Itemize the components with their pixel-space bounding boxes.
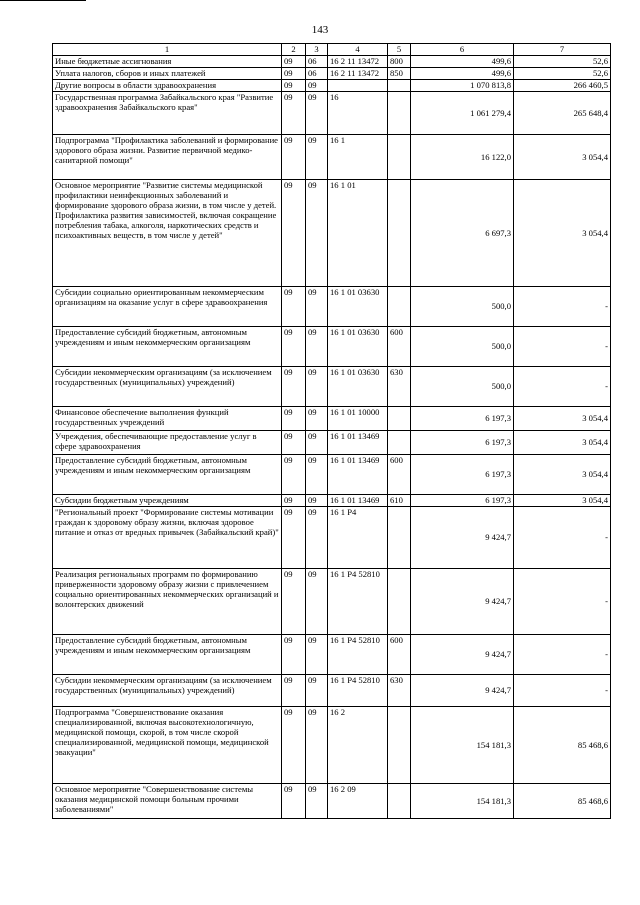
- table-row: [53, 507, 611, 569]
- table-row: [53, 92, 611, 135]
- row-subsection-code: 09: [306, 80, 328, 92]
- top-rule: [0, 0, 86, 1]
- row-subsection-code: 06: [306, 68, 328, 80]
- row-expense-type: [388, 287, 411, 327]
- row-section-code: 09: [282, 495, 306, 507]
- row-amount-1: 1 061 279,4: [411, 92, 514, 135]
- row-amount-2: 3 054,4: [514, 431, 611, 455]
- row-subsection-code: 09: [306, 287, 328, 327]
- row-amount-1: 499,6: [411, 68, 514, 80]
- row-name: Основное мероприятие "Развитие системы медицинской профилактики неинфекционных заболеваний и формирование здорового образа жизни, в том числе у детей. Профилактика развития зависимостей, включая сокращение потребления табака, алкоголя, наркотических средств и психоактивных веществ, в том числе у детей": [53, 180, 282, 287]
- row-subsection-code: 09: [306, 784, 328, 819]
- table-row: [53, 784, 611, 819]
- row-target-article: 16 2: [328, 707, 388, 784]
- row-amount-2: 85 468,6: [514, 707, 611, 784]
- row-section-code: 09: [282, 407, 306, 431]
- row-amount-1: 1 070 813,8: [411, 80, 514, 92]
- row-target-article: 16 1 P4: [328, 507, 388, 569]
- row-expense-type: [388, 92, 411, 135]
- header-cell: 5: [388, 44, 411, 56]
- row-target-article: 16 1 01 13469: [328, 495, 388, 507]
- row-subsection-code: 09: [306, 707, 328, 784]
- row-target-article: 16 1 01 10000: [328, 407, 388, 431]
- table-row: [53, 707, 611, 784]
- row-target-article: 16 1 P4 52810: [328, 635, 388, 675]
- table-row: [53, 180, 611, 287]
- row-section-code: 09: [282, 707, 306, 784]
- row-amount-2: -: [514, 367, 611, 407]
- row-section-code: 09: [282, 675, 306, 707]
- row-subsection-code: 06: [306, 56, 328, 68]
- header-cell: 2: [282, 44, 306, 56]
- row-expense-type: [388, 180, 411, 287]
- row-target-article: 16 1: [328, 135, 388, 180]
- table-row: [53, 635, 611, 675]
- table-row: [53, 367, 611, 407]
- row-target-article: [328, 80, 388, 92]
- row-amount-2: 52,6: [514, 56, 611, 68]
- table-row: [53, 56, 611, 68]
- row-expense-type: 630: [388, 675, 411, 707]
- table-row: [53, 675, 611, 707]
- row-subsection-code: 09: [306, 455, 328, 495]
- row-subsection-code: 09: [306, 635, 328, 675]
- row-amount-1: 9 424,7: [411, 635, 514, 675]
- row-expense-type: [388, 569, 411, 635]
- row-section-code: 09: [282, 56, 306, 68]
- row-expense-type: 800: [388, 56, 411, 68]
- row-expense-type: [388, 80, 411, 92]
- row-section-code: 09: [282, 569, 306, 635]
- row-section-code: 09: [282, 68, 306, 80]
- row-name: Финансовое обеспечение выполнения функций государственных учреждений: [53, 407, 282, 431]
- row-expense-type: 600: [388, 327, 411, 367]
- row-expense-type: [388, 431, 411, 455]
- row-target-article: 16 2 09: [328, 784, 388, 819]
- row-amount-2: 3 054,4: [514, 180, 611, 287]
- row-name: Государственная программа Забайкальского края "Развитие здравоохранения Забайкальского края": [53, 92, 282, 135]
- table-row: [53, 327, 611, 367]
- row-section-code: 09: [282, 327, 306, 367]
- header-cell: 7: [514, 44, 611, 56]
- table-row: [53, 569, 611, 635]
- row-subsection-code: 09: [306, 92, 328, 135]
- row-name: Предоставление субсидий бюджетным, автономным учреждениям и иным некоммерческим организациям: [53, 455, 282, 495]
- row-subsection-code: 09: [306, 507, 328, 569]
- row-section-code: 09: [282, 135, 306, 180]
- row-amount-1: 16 122,0: [411, 135, 514, 180]
- row-amount-2: -: [514, 675, 611, 707]
- row-amount-2: -: [514, 327, 611, 367]
- row-name: Основное мероприятие "Совершенствование системы оказания медицинской помощи больным прочими заболеваниями": [53, 784, 282, 819]
- row-subsection-code: 09: [306, 675, 328, 707]
- row-amount-2: 265 648,4: [514, 92, 611, 135]
- header-cell: 1: [53, 44, 282, 56]
- row-target-article: 16 1 01 03630: [328, 367, 388, 407]
- row-section-code: 09: [282, 507, 306, 569]
- row-name: Субсидии некоммерческим организациям (за исключением государственных (муниципальных) учреждений): [53, 675, 282, 707]
- row-section-code: 09: [282, 80, 306, 92]
- row-amount-2: -: [514, 507, 611, 569]
- row-name: Другие вопросы в области здравоохранения: [53, 80, 282, 92]
- row-subsection-code: 09: [306, 495, 328, 507]
- row-amount-2: -: [514, 569, 611, 635]
- row-target-article: 16 1 P4 52810: [328, 675, 388, 707]
- row-expense-type: [388, 135, 411, 180]
- row-amount-1: 6 197,3: [411, 431, 514, 455]
- row-name: Учреждения, обеспечивающие предоставление услуг в сфере здравоохранения: [53, 431, 282, 455]
- row-expense-type: 600: [388, 635, 411, 675]
- row-target-article: 16 1 01 03630: [328, 287, 388, 327]
- row-amount-1: 9 424,7: [411, 569, 514, 635]
- row-amount-2: 3 054,4: [514, 495, 611, 507]
- row-subsection-code: 09: [306, 327, 328, 367]
- row-amount-2: 85 468,6: [514, 784, 611, 819]
- row-name: Субсидии социально ориентированным некоммерческим организациям на оказание услуг в сфере здравоохранения: [53, 287, 282, 327]
- header-row: [53, 44, 611, 56]
- row-target-article: 16 1 01 13469: [328, 455, 388, 495]
- row-amount-1: 154 181,3: [411, 784, 514, 819]
- row-name: Подпрограмма "Совершенствование оказания специализированной, включая высокотехнологичную, медицинской помощи, скорой, в том числе скорой специализированной, медицинской помощи, медицинской эвакуации": [53, 707, 282, 784]
- row-section-code: 09: [282, 180, 306, 287]
- row-section-code: 09: [282, 635, 306, 675]
- row-expense-type: 850: [388, 68, 411, 80]
- table-row: [53, 407, 611, 431]
- page-number: 143: [311, 24, 329, 36]
- row-section-code: 09: [282, 431, 306, 455]
- row-amount-2: 266 460,5: [514, 80, 611, 92]
- row-amount-1: 500,0: [411, 287, 514, 327]
- row-name: Подпрограмма "Профилактика заболеваний и формирование здорового образа жизни. Развитие первичной медико-санитарной помощи": [53, 135, 282, 180]
- row-name: "Региональный проект "Формирование системы мотивации граждан к здоровому образу жизни, включая здоровое питание и отказ от вредных привычек (Забайкальский край)": [53, 507, 282, 569]
- row-name: Иные бюджетные ассигнования: [53, 56, 282, 68]
- row-expense-type: [388, 407, 411, 431]
- row-target-article: 16 1 01 03630: [328, 327, 388, 367]
- row-section-code: 09: [282, 367, 306, 407]
- row-amount-2: 3 054,4: [514, 407, 611, 431]
- row-target-article: 16 1 01: [328, 180, 388, 287]
- row-amount-2: -: [514, 635, 611, 675]
- row-expense-type: [388, 707, 411, 784]
- row-section-code: 09: [282, 455, 306, 495]
- row-target-article: 16 1 01 13469: [328, 431, 388, 455]
- row-section-code: 09: [282, 92, 306, 135]
- table-row: [53, 135, 611, 180]
- row-amount-1: 500,0: [411, 367, 514, 407]
- header-cell: 4: [328, 44, 388, 56]
- row-amount-1: 9 424,7: [411, 507, 514, 569]
- row-expense-type: 600: [388, 455, 411, 495]
- row-subsection-code: 09: [306, 367, 328, 407]
- row-section-code: 09: [282, 287, 306, 327]
- table-row: [53, 68, 611, 80]
- row-target-article: 16: [328, 92, 388, 135]
- row-subsection-code: 09: [306, 407, 328, 431]
- row-target-article: 16 1 P4 52810: [328, 569, 388, 635]
- row-amount-2: 3 054,4: [514, 135, 611, 180]
- row-expense-type: [388, 784, 411, 819]
- row-amount-1: 6 197,3: [411, 407, 514, 431]
- row-name: Субсидии некоммерческим организациям (за исключением государственных (муниципальных) учреждений): [53, 367, 282, 407]
- row-target-article: 16 2 11 13472: [328, 68, 388, 80]
- table-row: [53, 80, 611, 92]
- row-section-code: 09: [282, 784, 306, 819]
- row-subsection-code: 09: [306, 180, 328, 287]
- row-name: Уплата налогов, сборов и иных платежей: [53, 68, 282, 80]
- row-name: Предоставление субсидий бюджетным, автономным учреждениям и иным некоммерческим организациям: [53, 635, 282, 675]
- row-amount-1: 499,6: [411, 56, 514, 68]
- row-name: Субсидии бюджетным учреждениям: [53, 495, 282, 507]
- header-cell: 3: [306, 44, 328, 56]
- row-amount-2: -: [514, 287, 611, 327]
- row-name: Реализация региональных программ по формированию приверженности здоровому образу жизни с привлечением социально ориентированных некоммерческих организаций и волонтерских движений: [53, 569, 282, 635]
- table-row: [53, 455, 611, 495]
- row-expense-type: 610: [388, 495, 411, 507]
- row-amount-2: 3 054,4: [514, 455, 611, 495]
- row-amount-1: 6 197,3: [411, 455, 514, 495]
- row-expense-type: [388, 507, 411, 569]
- row-amount-1: 9 424,7: [411, 675, 514, 707]
- row-amount-1: 154 181,3: [411, 707, 514, 784]
- table-row: [53, 495, 611, 507]
- row-amount-1: 500,0: [411, 327, 514, 367]
- row-subsection-code: 09: [306, 431, 328, 455]
- row-expense-type: 630: [388, 367, 411, 407]
- row-amount-2: 52,6: [514, 68, 611, 80]
- row-subsection-code: 09: [306, 135, 328, 180]
- row-name: Предоставление субсидий бюджетным, автономным учреждениям и иным некоммерческим организациям: [53, 327, 282, 367]
- table-row: [53, 431, 611, 455]
- row-amount-1: 6 197,3: [411, 495, 514, 507]
- table-row: [53, 287, 611, 327]
- budget-table: [52, 43, 611, 819]
- row-target-article: 16 2 11 13472: [328, 56, 388, 68]
- row-amount-1: 6 697,3: [411, 180, 514, 287]
- row-subsection-code: 09: [306, 569, 328, 635]
- header-cell: 6: [411, 44, 514, 56]
